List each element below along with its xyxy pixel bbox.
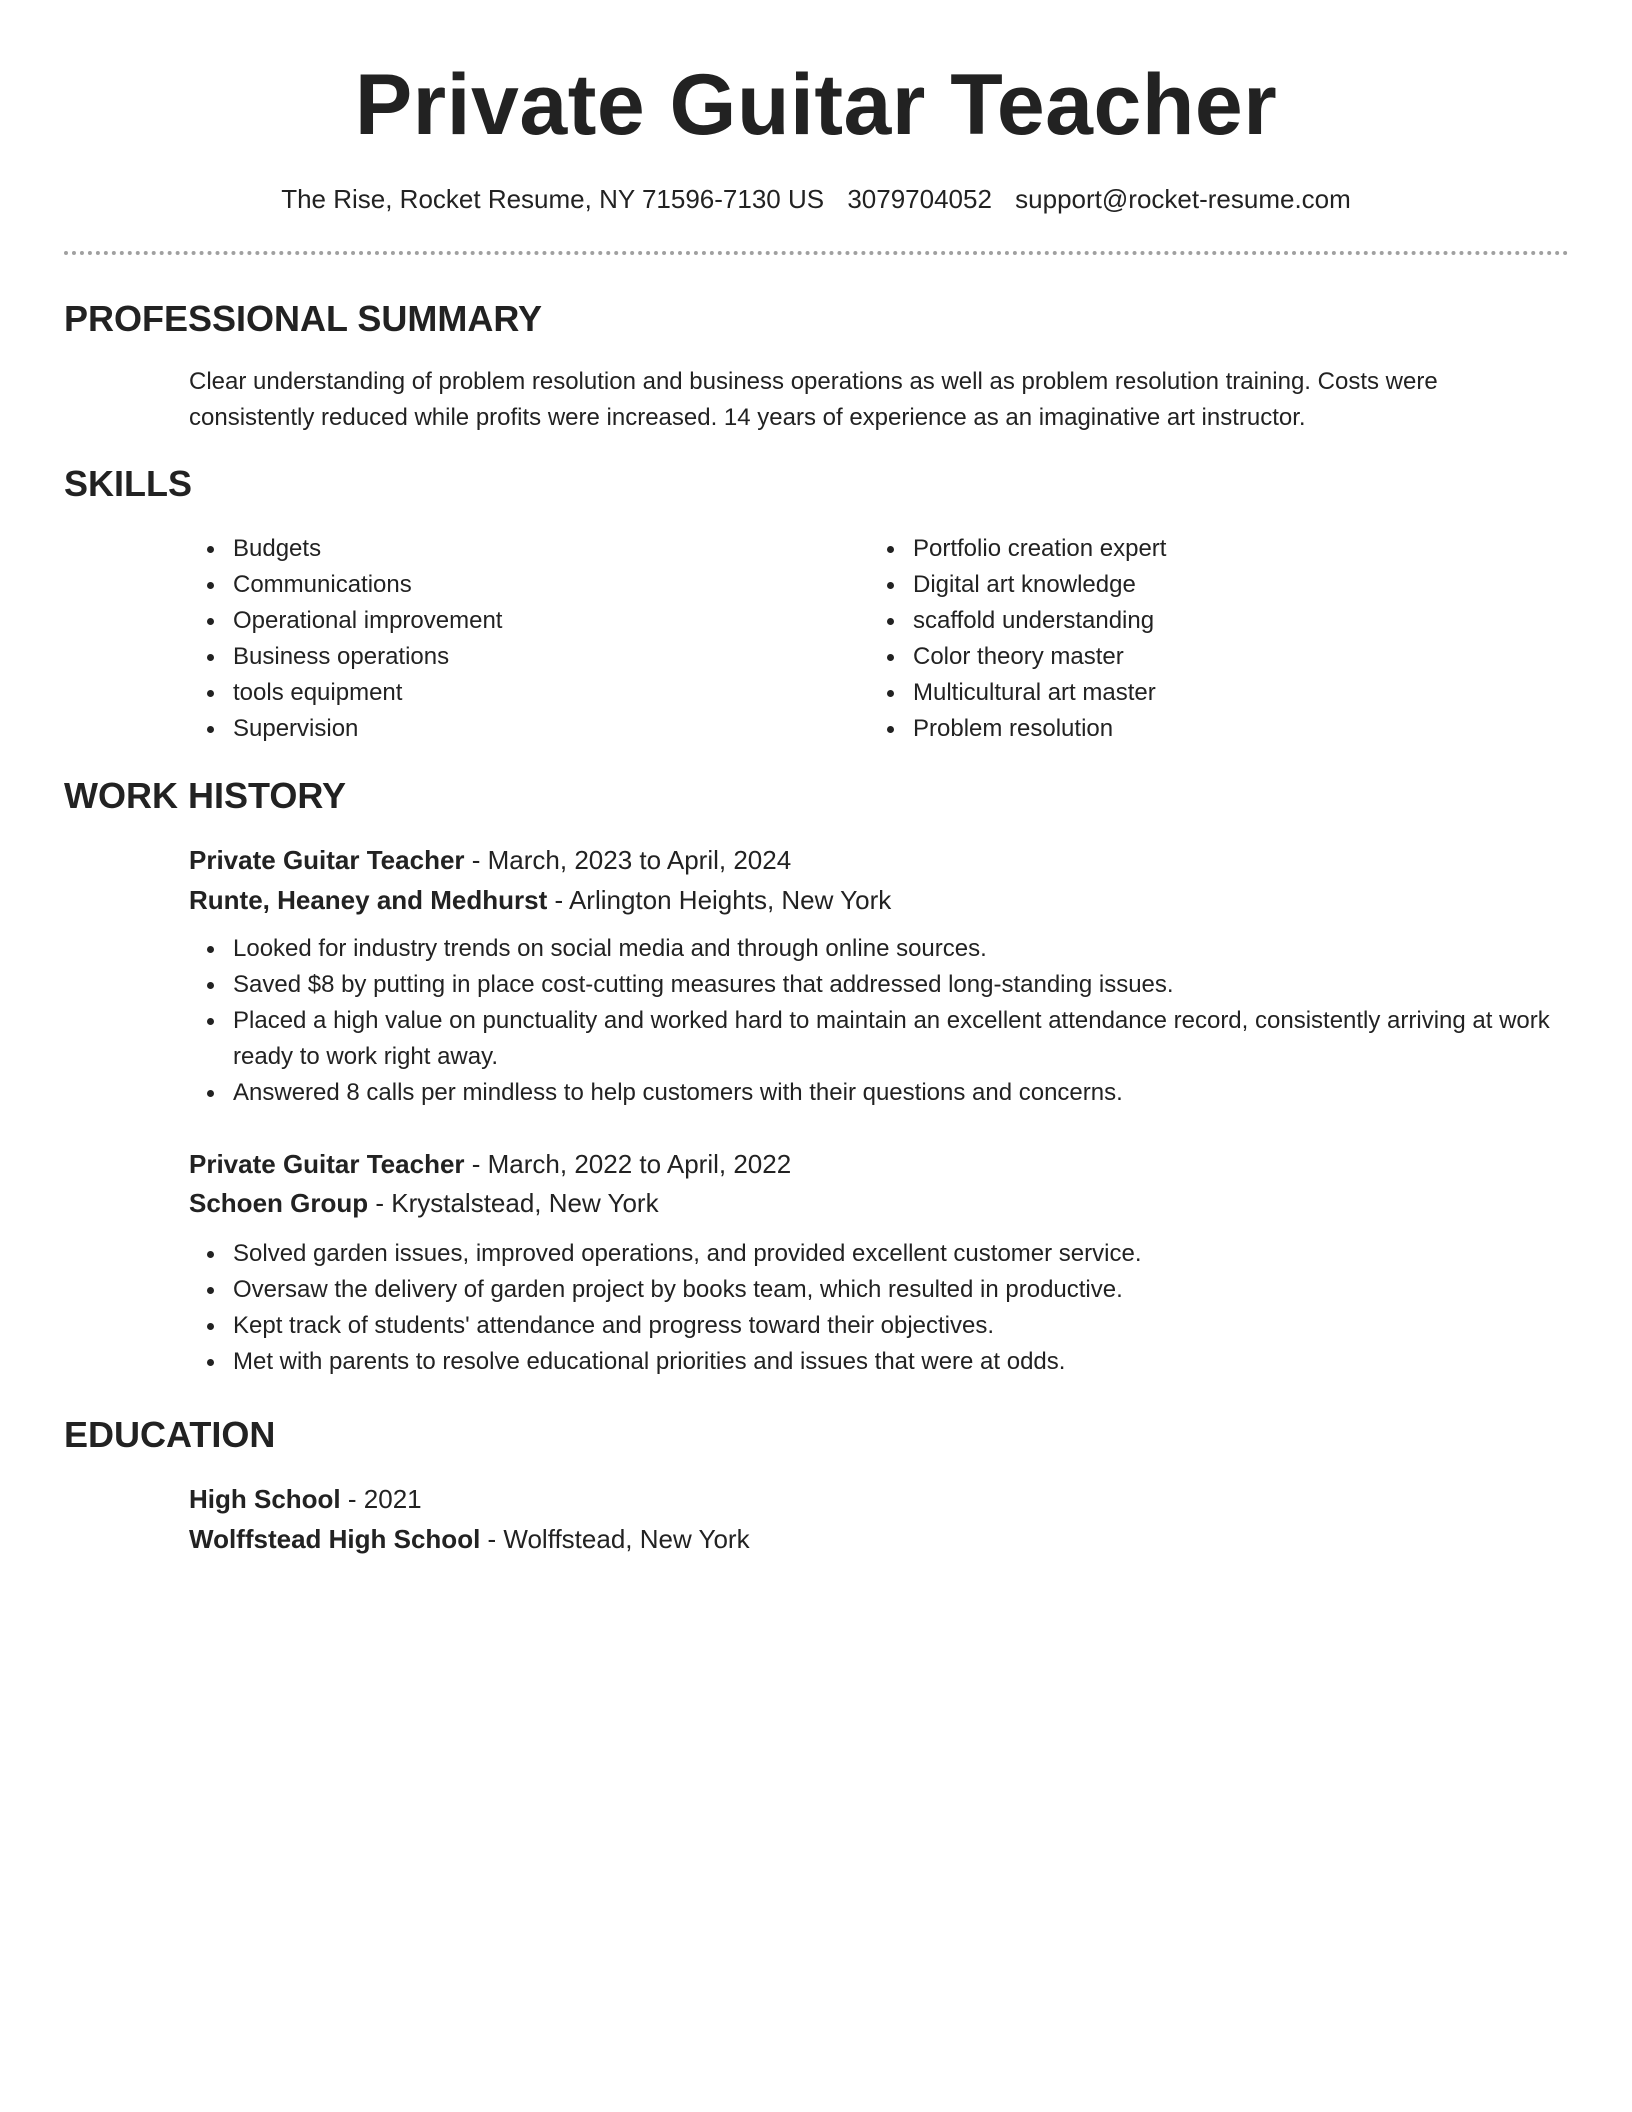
contact-phone: 3079704052 [847, 184, 992, 214]
section-title-work-history: WORK HISTORY [64, 775, 347, 816]
job-dates: - March, 2023 to April, 2024 [464, 845, 792, 875]
skill-item: Operational improvement [189, 603, 849, 639]
skill-item: scaffold understanding [869, 603, 1529, 639]
education-year: - 2021 [340, 1484, 422, 1514]
section-title-education: EDUCATION [64, 1414, 276, 1455]
job-duty: Oversaw the delivery of garden project by books team, which resulted in productive. [189, 1272, 1569, 1308]
education-school-line [189, 1520, 750, 1558]
job-title-line [189, 1145, 791, 1183]
job-duty: Met with parents to resolve educational priorities and issues that were at odds. [189, 1344, 1569, 1380]
skill-item: Color theory master [869, 639, 1529, 675]
job-duties-list [189, 931, 1569, 1111]
skill-item: tools equipment [189, 675, 849, 711]
job-company-line [189, 881, 891, 919]
education-degree: High School [189, 1484, 341, 1514]
job-location: - Krystalstead, New York [368, 1188, 659, 1218]
skill-item: Supervision [189, 711, 849, 747]
skill-item: Problem resolution [869, 711, 1529, 747]
job-duty: Kept track of students' attendance and progress toward their objectives. [189, 1308, 1569, 1344]
education-school: Wolffstead High School [189, 1524, 481, 1554]
section-title-summary: PROFESSIONAL SUMMARY [64, 298, 543, 339]
skill-item: Communications [189, 567, 849, 603]
job-title: Private Guitar Teacher [189, 845, 465, 875]
job-duty: Answered 8 calls per mindless to help customers with their questions and concerns. [189, 1075, 1569, 1111]
contact-email: support@rocket-resume.com [1015, 184, 1351, 214]
job-duty: Saved $8 by putting in place cost-cutting measures that addressed long-standing issues. [189, 967, 1569, 1003]
skill-item: Budgets [189, 531, 849, 567]
job-company-line [189, 1184, 659, 1222]
contact-address: The Rise, Rocket Resume, NY 71596-7130 US [281, 184, 825, 214]
skills-list-left [189, 531, 849, 747]
job-duties-list [189, 1236, 1569, 1380]
skill-item: Business operations [189, 639, 849, 675]
job-company: Schoen Group [189, 1188, 369, 1218]
skill-item: Portfolio creation expert [869, 531, 1529, 567]
skills-list-right [869, 531, 1529, 747]
skill-item: Multicultural art master [869, 675, 1529, 711]
resume-title: Private Guitar Teacher [354, 57, 1278, 153]
education-location: - Wolffstead, New York [480, 1524, 750, 1554]
education-degree-line [189, 1480, 422, 1518]
job-duty: Solved garden issues, improved operations, and provided excellent customer service. [189, 1236, 1569, 1272]
summary-text: Clear understanding of problem resolution and business operations as well as problem resolution training. Costs were consistently reduced while profits were increased. 14 years of experience as an imaginative art instructor. [189, 368, 1438, 431]
contact-line [0, 181, 1632, 217]
job-title: Private Guitar Teacher [189, 1149, 465, 1179]
job-duty: Placed a high value on punctuality and worked hard to maintain an excellent attendance record, consistently arriving at work ready to work right away. [189, 1003, 1569, 1075]
job-duty: Looked for industry trends on social media and through online sources. [189, 931, 1569, 967]
job-dates: - March, 2022 to April, 2022 [464, 1149, 792, 1179]
skill-item: Digital art knowledge [869, 567, 1529, 603]
job-location: - Arlington Heights, New York [547, 885, 892, 915]
section-title-skills: SKILLS [64, 463, 193, 504]
job-title-line [189, 841, 791, 879]
job-company: Runte, Heaney and Medhurst [189, 885, 548, 915]
header-divider [64, 251, 1569, 255]
